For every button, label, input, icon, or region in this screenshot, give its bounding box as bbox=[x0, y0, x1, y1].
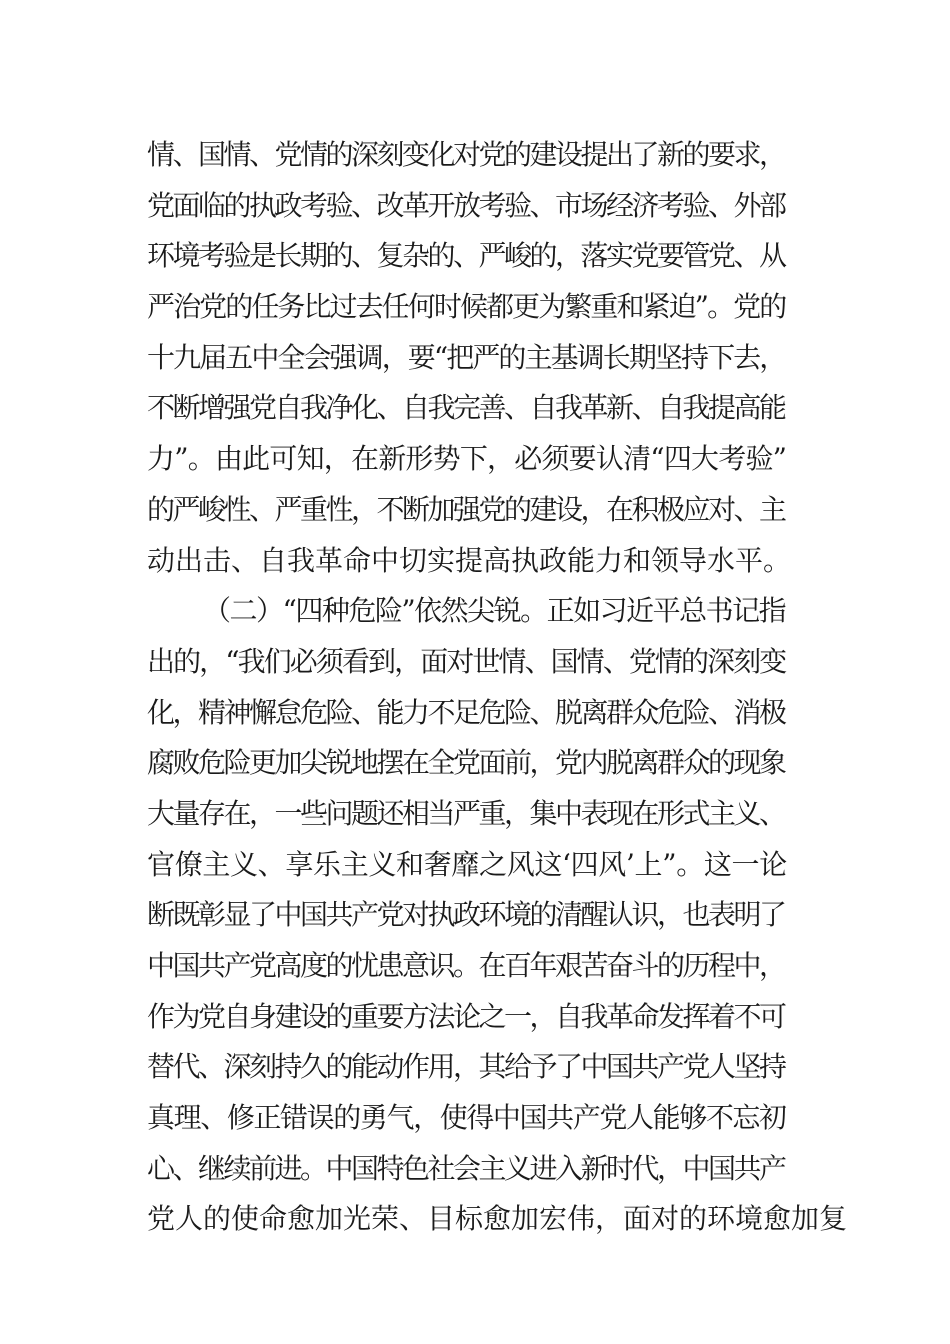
text-line: 真理、修正错误的勇气，使得中国共产党人能够不忘初 bbox=[147, 1101, 786, 1135]
text-line: 出的，“我们必须看到，面对世情、国情、党情的深刻变 bbox=[147, 644, 786, 678]
text-line: 作为党自身建设的重要方法论之一，自我革命发挥着不可 bbox=[147, 999, 785, 1033]
text-line: 替代、深刻持久的能动作用，其给予了中国共产党人坚持 bbox=[147, 1050, 785, 1084]
text-line: 心、继续前进。中国特色社会主义进入新时代，中国共产 bbox=[147, 1151, 785, 1185]
text-line: 环境考验是长期的、复杂的、严峻的，落实党要管党、从 bbox=[147, 239, 785, 273]
text-line: 党人的使命愈加光荣、目标愈加宏伟，面对的环境愈加复 bbox=[147, 1202, 848, 1236]
text-line: 不断增强党自我净化、自我完善、自我革新、自我提高能 bbox=[147, 391, 785, 425]
text-line: 官僚主义、享乐主义和奢靡之风这‘四风’上”。这一论 bbox=[147, 847, 787, 881]
text-line: 情、国情、党情的深刻变化对党的建设提出了新的要求， bbox=[147, 138, 785, 171]
paragraph-heading-line: （二）“四种危险”依然尖锐。正如习近平总书记指 bbox=[203, 594, 786, 628]
text-line: 中国共产党高度的忧患意识。在百年艰苦奋斗的历程中， bbox=[147, 949, 785, 982]
text-line: 断既彰显了中国共产党对执政环境的清醒认识，也表明了 bbox=[147, 898, 785, 932]
text-line: 动出击、自我革命中切实提高执政能力和领导水平。 bbox=[147, 543, 792, 577]
body-text bbox=[147, 130, 848, 1245]
text-line: 腐败危险更加尖锐地摆在全党面前，党内脱离群众的现象 bbox=[147, 746, 785, 780]
text-line: 党面临的执政考验、改革开放考验、市场经济考验、外部 bbox=[147, 188, 785, 222]
text-line: 力”。由此可知，在新形势下，必须要认清“四大考验” bbox=[147, 442, 787, 476]
text-line: 严治党的任务比过去任何时候都更为繁重和紧迫”。党的 bbox=[147, 290, 786, 324]
text-line: 十九届五中全会强调，要“把严的主基调长期坚持下去， bbox=[147, 340, 786, 374]
text-line: 化，精神懈怠危险、能力不足危险、脱离群众危险、消极 bbox=[147, 695, 785, 729]
text-line: 的严峻性、严重性，不断加强党的建设，在积极应对、主 bbox=[147, 492, 785, 526]
text-line: 大量存在，一些问题还相当严重，集中表现在形式主义、 bbox=[147, 796, 785, 830]
